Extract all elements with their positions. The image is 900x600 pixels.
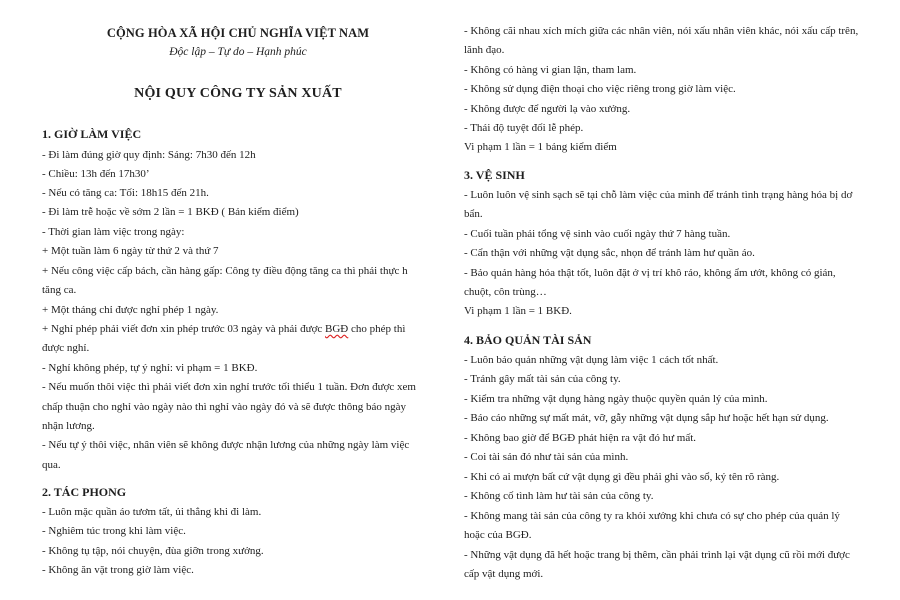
section-2-line: - Nghiêm túc trong khi làm việc. <box>42 525 186 537</box>
section-1-line-part: cho phép thì <box>351 323 406 335</box>
section-1-line: - Nếu tự ý thôi việc, nhân viên sẽ không được nhận lương của những ngày làm việc <box>42 439 410 451</box>
document-title: NỘI QUY CÔNG TY SẢN XUẤT <box>134 86 342 101</box>
section-1-line: - Nếu có tăng ca: Tối: 18h15 đến 21h. <box>42 187 209 199</box>
section-2-line: - Không sử dụng điện thoại cho việc riêng trong giờ làm việc. <box>464 83 736 95</box>
section-4-title: 4. BẢO QUẢN TÀI SẢN <box>464 333 592 347</box>
section-1-line: qua. <box>42 459 61 471</box>
section-1-line: - Chiều: 13h đến 17h30’ <box>42 168 150 180</box>
section-1-line: + Một tuần làm 6 ngày từ thứ 2 và thứ 7 <box>42 245 219 257</box>
section-2-line: - Thái độ tuyệt đối lễ phép. <box>464 122 584 134</box>
section-4-line: cấp vật dụng mới. <box>464 568 544 580</box>
section-1-line: được nghỉ. <box>42 342 90 354</box>
section-1-line: - Nghỉ không phép, tự ý nghỉ: vi phạm = 1 BKĐ. <box>42 362 258 374</box>
section-3-line: Vi phạm 1 lần = 1 BKĐ. <box>464 305 572 317</box>
section-3-line: - Cuối tuần phải tổng vệ sinh vào cuối ngày thứ 7 hàng tuần. <box>464 228 731 240</box>
national-title: CỘNG HÒA XÃ HỘI CHỦ NGHĨA VIỆT NAM <box>106 26 370 40</box>
section-3-line: chuột, côn trùng… <box>464 286 547 298</box>
section-4-line: - Kiểm tra những vật dụng hàng ngày thuộc quyền quản lý của mình. <box>464 393 768 405</box>
section-2-line: - Luôn mặc quần áo tươm tất, ủi thẳng khi đi làm. <box>42 506 262 518</box>
section-1-line: - Đi làm trễ hoặc về sớm 2 lần = 1 BKĐ ( Bản kiểm điểm) <box>42 206 299 218</box>
section-4-line: - Những vật dụng đã hết hoặc trang bị thêm, cần phải trình lại vật dụng cũ rồi mới được <box>464 549 850 561</box>
section-4-line: hoặc của BGĐ. <box>464 529 532 541</box>
section-2-title: 2. TÁC PHONG <box>42 485 127 499</box>
section-1-line <box>42 320 405 339</box>
section-4-line: - Coi tài sản đó như tài sản của mình. <box>464 451 629 463</box>
section-1-line: nhận lương. <box>42 420 95 432</box>
section-3-title: 3. VỆ SINH <box>464 168 525 182</box>
section-1-line: - Thời gian làm việc trong ngày: <box>42 226 185 238</box>
section-4-line: - Không cố tình làm hư tài sản của công ty. <box>464 490 654 502</box>
section-3-line: - Luôn luôn vệ sinh sạch sẽ tại chỗ làm việc của mình để tránh tình trạng hàng hóa bị dơ <box>464 189 853 201</box>
section-1-line: - Đi làm đúng giờ quy định: Sáng: 7h30 đến 12h <box>42 149 256 161</box>
section-4-line: - Báo cáo những sự mất mát, vỡ, gẫy những vật dụng sắp hư hoặc hết hạn sử dụng. <box>464 412 829 424</box>
section-1-line: + Nếu công việc cấp bách, cần hàng gấp: Công ty điều động tăng ca thì phải thực h <box>42 265 408 277</box>
section-2-line: lãnh đạo. <box>464 44 505 56</box>
section-1-line: - Nếu muốn thôi việc thì phải viết đơn xin nghỉ trước tối thiểu 1 tuần. Đơn được xem <box>42 381 416 393</box>
section-3-line: - Bảo quản hàng hóa thật tốt, luôn đặt ở vị trí khô ráo, không ẩm ướt, không có gián, <box>464 267 836 279</box>
section-4-line: - Không bao giờ để BGĐ phát hiện ra vật đó hư mất. <box>464 432 697 444</box>
spellcheck-word: BGĐ <box>325 323 349 335</box>
section-1-line: + Một tháng chỉ được nghỉ phép 1 ngày. <box>42 304 219 316</box>
section-2-line: - Không có hàng vi gian lận, tham lam. <box>464 64 637 76</box>
section-2-line: - Không ăn vặt trong giờ làm việc. <box>42 564 194 576</box>
section-3-line: bẩn. <box>464 208 483 220</box>
section-2-line: - Không cãi nhau xích mích giữa các nhân viên, nói xấu nhân viên khác, nói xấu cấp trên, <box>464 25 859 37</box>
section-1-line: chấp thuận cho nghỉ vào ngày nào thì nghỉ vào ngày đó và sẽ được thông báo ngày <box>42 401 406 413</box>
section-3-line: - Cẩn thận với những vật dụng sắc, nhọn để tránh làm hư quần áo. <box>464 247 755 259</box>
section-1-line: tăng ca. <box>42 284 77 296</box>
section-1-title: 1. GIỜ LÀM VIỆC <box>42 127 142 141</box>
section-4-line: - Luôn bảo quản những vật dụng làm việc 1 cách tốt nhất. <box>464 354 719 366</box>
section-2-line: - Không tụ tập, nói chuyện, đùa giỡn trong xưởng. <box>42 545 264 557</box>
section-4-line: - Tránh gây mất tài sản của công ty. <box>464 373 621 385</box>
section-4-line: - Không mang tài sản của công ty ra khỏi xưởng khi chưa có sự cho phép của quản lý <box>464 510 840 522</box>
section-2-line: Vi phạm 1 lần = 1 bảng kiểm điểm <box>464 141 617 153</box>
national-motto: Độc lập – Tự do – Hạnh phúc <box>169 46 307 58</box>
section-4-line: - Khi có ai mượn bất cứ vật dụng gì đều phải ghi vào sổ, ký tên rõ ràng. <box>464 471 780 483</box>
section-1-line-part: + Nghỉ phép phải viết đơn xin phép trước 03 ngày và phải được <box>42 323 323 335</box>
section-2-line: - Không được để người lạ vào xưởng. <box>464 103 631 115</box>
